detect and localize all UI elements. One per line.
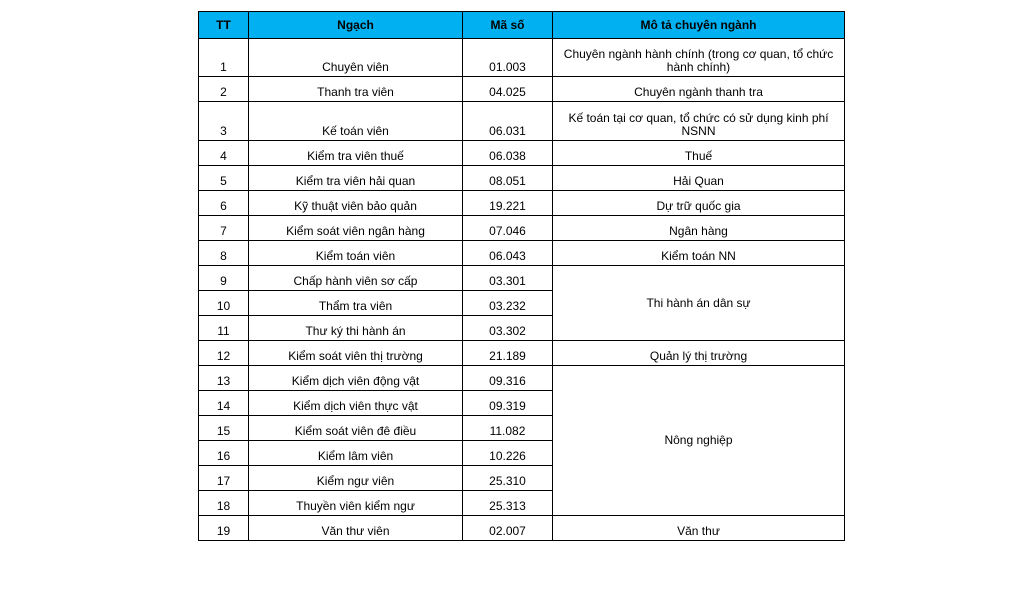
cell-ma-so: 21.189 — [463, 341, 553, 366]
cell-tt: 9 — [199, 266, 249, 291]
cell-mo-ta: Dự trữ quốc gia — [553, 191, 845, 216]
cell-mo-ta-merged: Thi hành án dân sự — [553, 266, 845, 341]
job-grade-table — [198, 11, 845, 541]
table-row — [199, 241, 845, 266]
cell-ma-so: 09.316 — [463, 366, 553, 391]
cell-ngach: Thư ký thi hành án — [249, 316, 463, 341]
table-row — [199, 77, 845, 102]
table-row — [199, 102, 845, 141]
table-row — [199, 516, 845, 541]
cell-ma-so: 03.301 — [463, 266, 553, 291]
cell-tt: 11 — [199, 316, 249, 341]
table-row — [199, 191, 845, 216]
cell-ngach: Kiểm toán viên — [249, 241, 463, 266]
cell-ma-so: 06.043 — [463, 241, 553, 266]
cell-tt: 18 — [199, 491, 249, 516]
header-ma-so: Mã số — [463, 12, 553, 39]
cell-ngach: Kế toán viên — [249, 102, 463, 141]
cell-mo-ta: Ngân hàng — [553, 216, 845, 241]
cell-tt: 12 — [199, 341, 249, 366]
cell-ma-so: 09.319 — [463, 391, 553, 416]
cell-ngach: Văn thư viên — [249, 516, 463, 541]
cell-ma-so: 01.003 — [463, 39, 553, 77]
cell-tt: 10 — [199, 291, 249, 316]
cell-mo-ta: Thuế — [553, 141, 845, 166]
table-container — [198, 11, 845, 541]
cell-ma-so: 25.313 — [463, 491, 553, 516]
cell-mo-ta: Chuyên ngành hành chính (trong cơ quan, tổ chức hành chính) — [553, 39, 845, 77]
cell-ngach: Kiểm soát viên đê điều — [249, 416, 463, 441]
cell-tt: 17 — [199, 466, 249, 491]
table-row — [199, 366, 845, 391]
cell-tt: 13 — [199, 366, 249, 391]
cell-ma-so: 04.025 — [463, 77, 553, 102]
table-row — [199, 266, 845, 291]
cell-ngach: Chấp hành viên sơ cấp — [249, 266, 463, 291]
cell-tt: 8 — [199, 241, 249, 266]
cell-ngach: Kiểm soát viên ngân hàng — [249, 216, 463, 241]
cell-mo-ta-merged: Nông nghiệp — [553, 366, 845, 516]
cell-ma-so: 07.046 — [463, 216, 553, 241]
cell-mo-ta: Kiểm toán NN — [553, 241, 845, 266]
cell-tt: 6 — [199, 191, 249, 216]
cell-tt: 15 — [199, 416, 249, 441]
cell-ma-so: 02.007 — [463, 516, 553, 541]
header-tt: TT — [199, 12, 249, 39]
cell-tt: 7 — [199, 216, 249, 241]
table-row — [199, 141, 845, 166]
cell-tt: 2 — [199, 77, 249, 102]
cell-mo-ta: Quản lý thị trường — [553, 341, 845, 366]
cell-ngach: Kiểm tra viên hải quan — [249, 166, 463, 191]
cell-tt: 16 — [199, 441, 249, 466]
table-row — [199, 216, 845, 241]
cell-ma-so: 25.310 — [463, 466, 553, 491]
cell-tt: 14 — [199, 391, 249, 416]
cell-ngach: Kiểm dịch viên thực vật — [249, 391, 463, 416]
cell-ngach: Thuyền viên kiểm ngư — [249, 491, 463, 516]
cell-mo-ta: Văn thư — [553, 516, 845, 541]
header-ngach: Ngạch — [249, 12, 463, 39]
cell-mo-ta: Hải Quan — [553, 166, 845, 191]
cell-ma-so: 08.051 — [463, 166, 553, 191]
cell-tt: 4 — [199, 141, 249, 166]
table-row — [199, 39, 845, 77]
cell-ngach: Chuyên viên — [249, 39, 463, 77]
cell-tt: 19 — [199, 516, 249, 541]
cell-ma-so: 19.221 — [463, 191, 553, 216]
cell-ngach: Kiểm ngư viên — [249, 466, 463, 491]
table-row — [199, 341, 845, 366]
cell-tt: 3 — [199, 102, 249, 141]
header-mo-ta: Mô tả chuyên ngành — [553, 12, 845, 39]
cell-ma-so: 11.082 — [463, 416, 553, 441]
cell-ngach: Kiểm dịch viên động vật — [249, 366, 463, 391]
cell-ngach: Kiểm soát viên thị trường — [249, 341, 463, 366]
cell-ngach: Kỹ thuật viên bảo quản — [249, 191, 463, 216]
cell-tt: 1 — [199, 39, 249, 77]
cell-ngach: Thẩm tra viên — [249, 291, 463, 316]
cell-ma-so: 06.031 — [463, 102, 553, 141]
cell-ma-so: 03.232 — [463, 291, 553, 316]
table-row — [199, 166, 845, 191]
cell-mo-ta: Kế toán tại cơ quan, tổ chức có sử dụng kinh phí NSNN — [553, 102, 845, 141]
header-row — [199, 12, 845, 39]
cell-ma-so: 10.226 — [463, 441, 553, 466]
cell-mo-ta: Chuyên ngành thanh tra — [553, 77, 845, 102]
cell-ngach: Kiểm lâm viên — [249, 441, 463, 466]
cell-ma-so: 03.302 — [463, 316, 553, 341]
cell-tt: 5 — [199, 166, 249, 191]
cell-ngach: Thanh tra viên — [249, 77, 463, 102]
cell-ngach: Kiểm tra viên thuế — [249, 141, 463, 166]
cell-ma-so: 06.038 — [463, 141, 553, 166]
